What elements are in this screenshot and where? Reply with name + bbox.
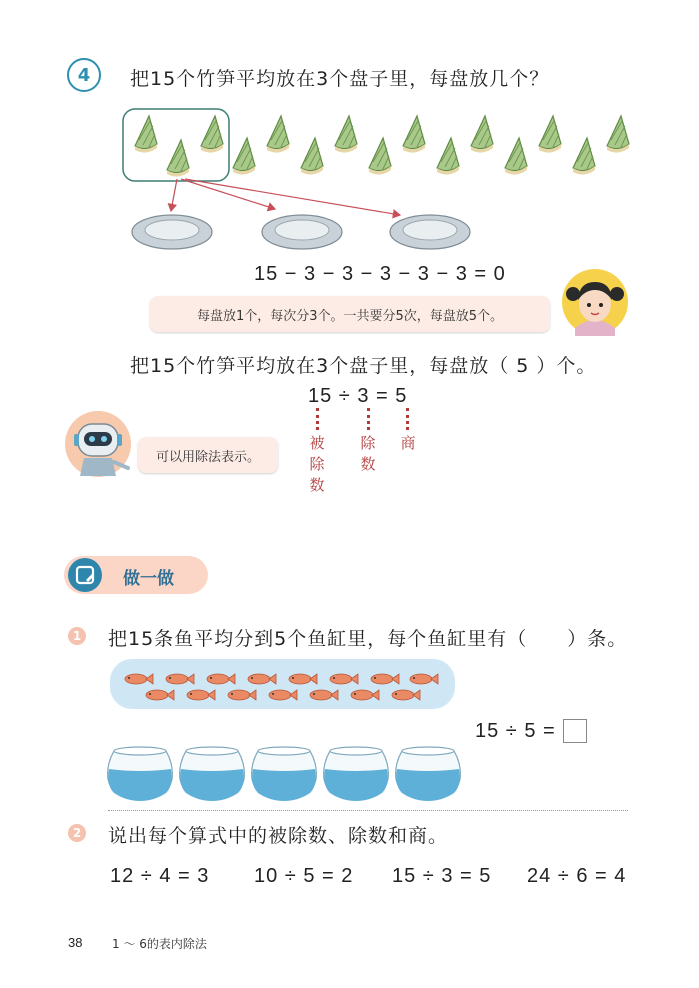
item-1-equation: 15 ÷ 5 =	[475, 720, 556, 742]
quotient-label: 商	[400, 434, 416, 452]
fish-icon	[351, 690, 379, 700]
fishbowl-icon	[324, 747, 389, 801]
fish-icon	[207, 674, 235, 684]
quotient-pointer	[406, 408, 413, 430]
dividend-label: 被除数	[309, 434, 325, 494]
fish-icon	[146, 690, 174, 700]
item-2-equation-3: 15 ÷ 3 = 5	[392, 865, 492, 887]
section-divider	[108, 810, 628, 811]
bamboo-shoot-icon	[505, 138, 527, 175]
chapter-title: 1 ～ 6的表内除法	[112, 937, 207, 951]
girl-speech-text: 每盘放1个，每次分3个。一共要分5次，每盘放5个。	[196, 308, 504, 324]
bamboo-shoot-icon	[437, 138, 459, 175]
fish-icon	[310, 690, 338, 700]
item-2-equation-4: 24 ÷ 6 = 4	[527, 865, 627, 887]
fishbowl-icon	[180, 747, 245, 801]
fish-icon	[371, 674, 399, 684]
answer-input-box[interactable]	[563, 719, 587, 743]
robot-speech-text: 可以用除法表示。	[155, 449, 260, 465]
fish-icon	[248, 674, 276, 684]
robot-avatar	[64, 410, 134, 478]
bamboo-shoot-icon	[573, 138, 595, 175]
bamboo-shoot-icon	[369, 138, 391, 175]
example-number-badge: 4	[67, 58, 101, 92]
bamboo-shoot-icon	[135, 116, 157, 153]
fishbowls	[106, 745, 466, 803]
divisor-pointer	[367, 408, 374, 430]
girl-speech-bubble	[150, 296, 550, 332]
fish-icon	[125, 674, 153, 684]
bamboo-shoot-icon	[335, 116, 357, 153]
fish-icon	[228, 690, 256, 700]
dividend-pointer	[316, 408, 323, 430]
bamboo-shoot-icon	[403, 116, 425, 153]
fishbowl-icon	[252, 747, 317, 801]
item-1-text: 把15条鱼平均分到5个鱼缸里，每个鱼缸里有（ ）条。	[108, 628, 628, 650]
plates	[130, 212, 480, 254]
fish-group-box	[110, 659, 455, 709]
bamboo-shoot-icon	[267, 116, 289, 153]
fish-icon	[330, 674, 358, 684]
bamboo-shoot-icon	[607, 116, 629, 153]
item-2-equation-2: 10 ÷ 5 = 2	[254, 865, 354, 887]
fishbowl-icon	[396, 747, 461, 801]
item-1-badge: 1	[68, 627, 86, 645]
practice-heading: 做一做	[123, 569, 174, 589]
fishbowl-icon	[108, 747, 173, 801]
fish-icon	[269, 690, 297, 700]
fish-icon	[392, 690, 420, 700]
fish-icon	[289, 674, 317, 684]
item-2-equation-1: 12 ÷ 4 = 3	[110, 865, 210, 887]
fish-icon	[166, 674, 194, 684]
bamboo-shoot-icon	[201, 116, 223, 153]
bamboo-shoot-icon	[233, 138, 255, 175]
item-2-text: 说出每个算式中的被除数、除数和商。	[108, 825, 449, 847]
fish-icon	[187, 690, 215, 700]
girl-avatar	[561, 268, 629, 336]
example-question: 把15个竹笋平均放在3个盘子里，每盘放几个？	[130, 68, 550, 90]
divisor-label: 除数	[360, 434, 376, 473]
item-2-badge: 2	[68, 824, 86, 842]
practice-icon	[68, 558, 102, 592]
plate-icon	[132, 215, 212, 249]
bamboo-shoot-icon	[471, 116, 493, 153]
bamboo-shoot-icon	[539, 116, 561, 153]
subtraction-equation: 15 − 3 − 3 − 3 − 3 − 3 = 0	[254, 263, 506, 285]
plate-icon	[262, 215, 342, 249]
robot-speech-bubble	[138, 437, 278, 473]
answer-sentence: 把15个竹笋平均放在3个盘子里，每盘放（ 5 ）个。	[130, 355, 597, 377]
bamboo-shoot-icon	[301, 138, 323, 175]
fish-icon	[410, 674, 438, 684]
page-number: 38	[68, 935, 83, 950]
plate-icon	[390, 215, 470, 249]
bamboo-shoot-icon	[167, 140, 189, 177]
division-equation: 15 ÷ 3 = 5	[308, 385, 408, 407]
